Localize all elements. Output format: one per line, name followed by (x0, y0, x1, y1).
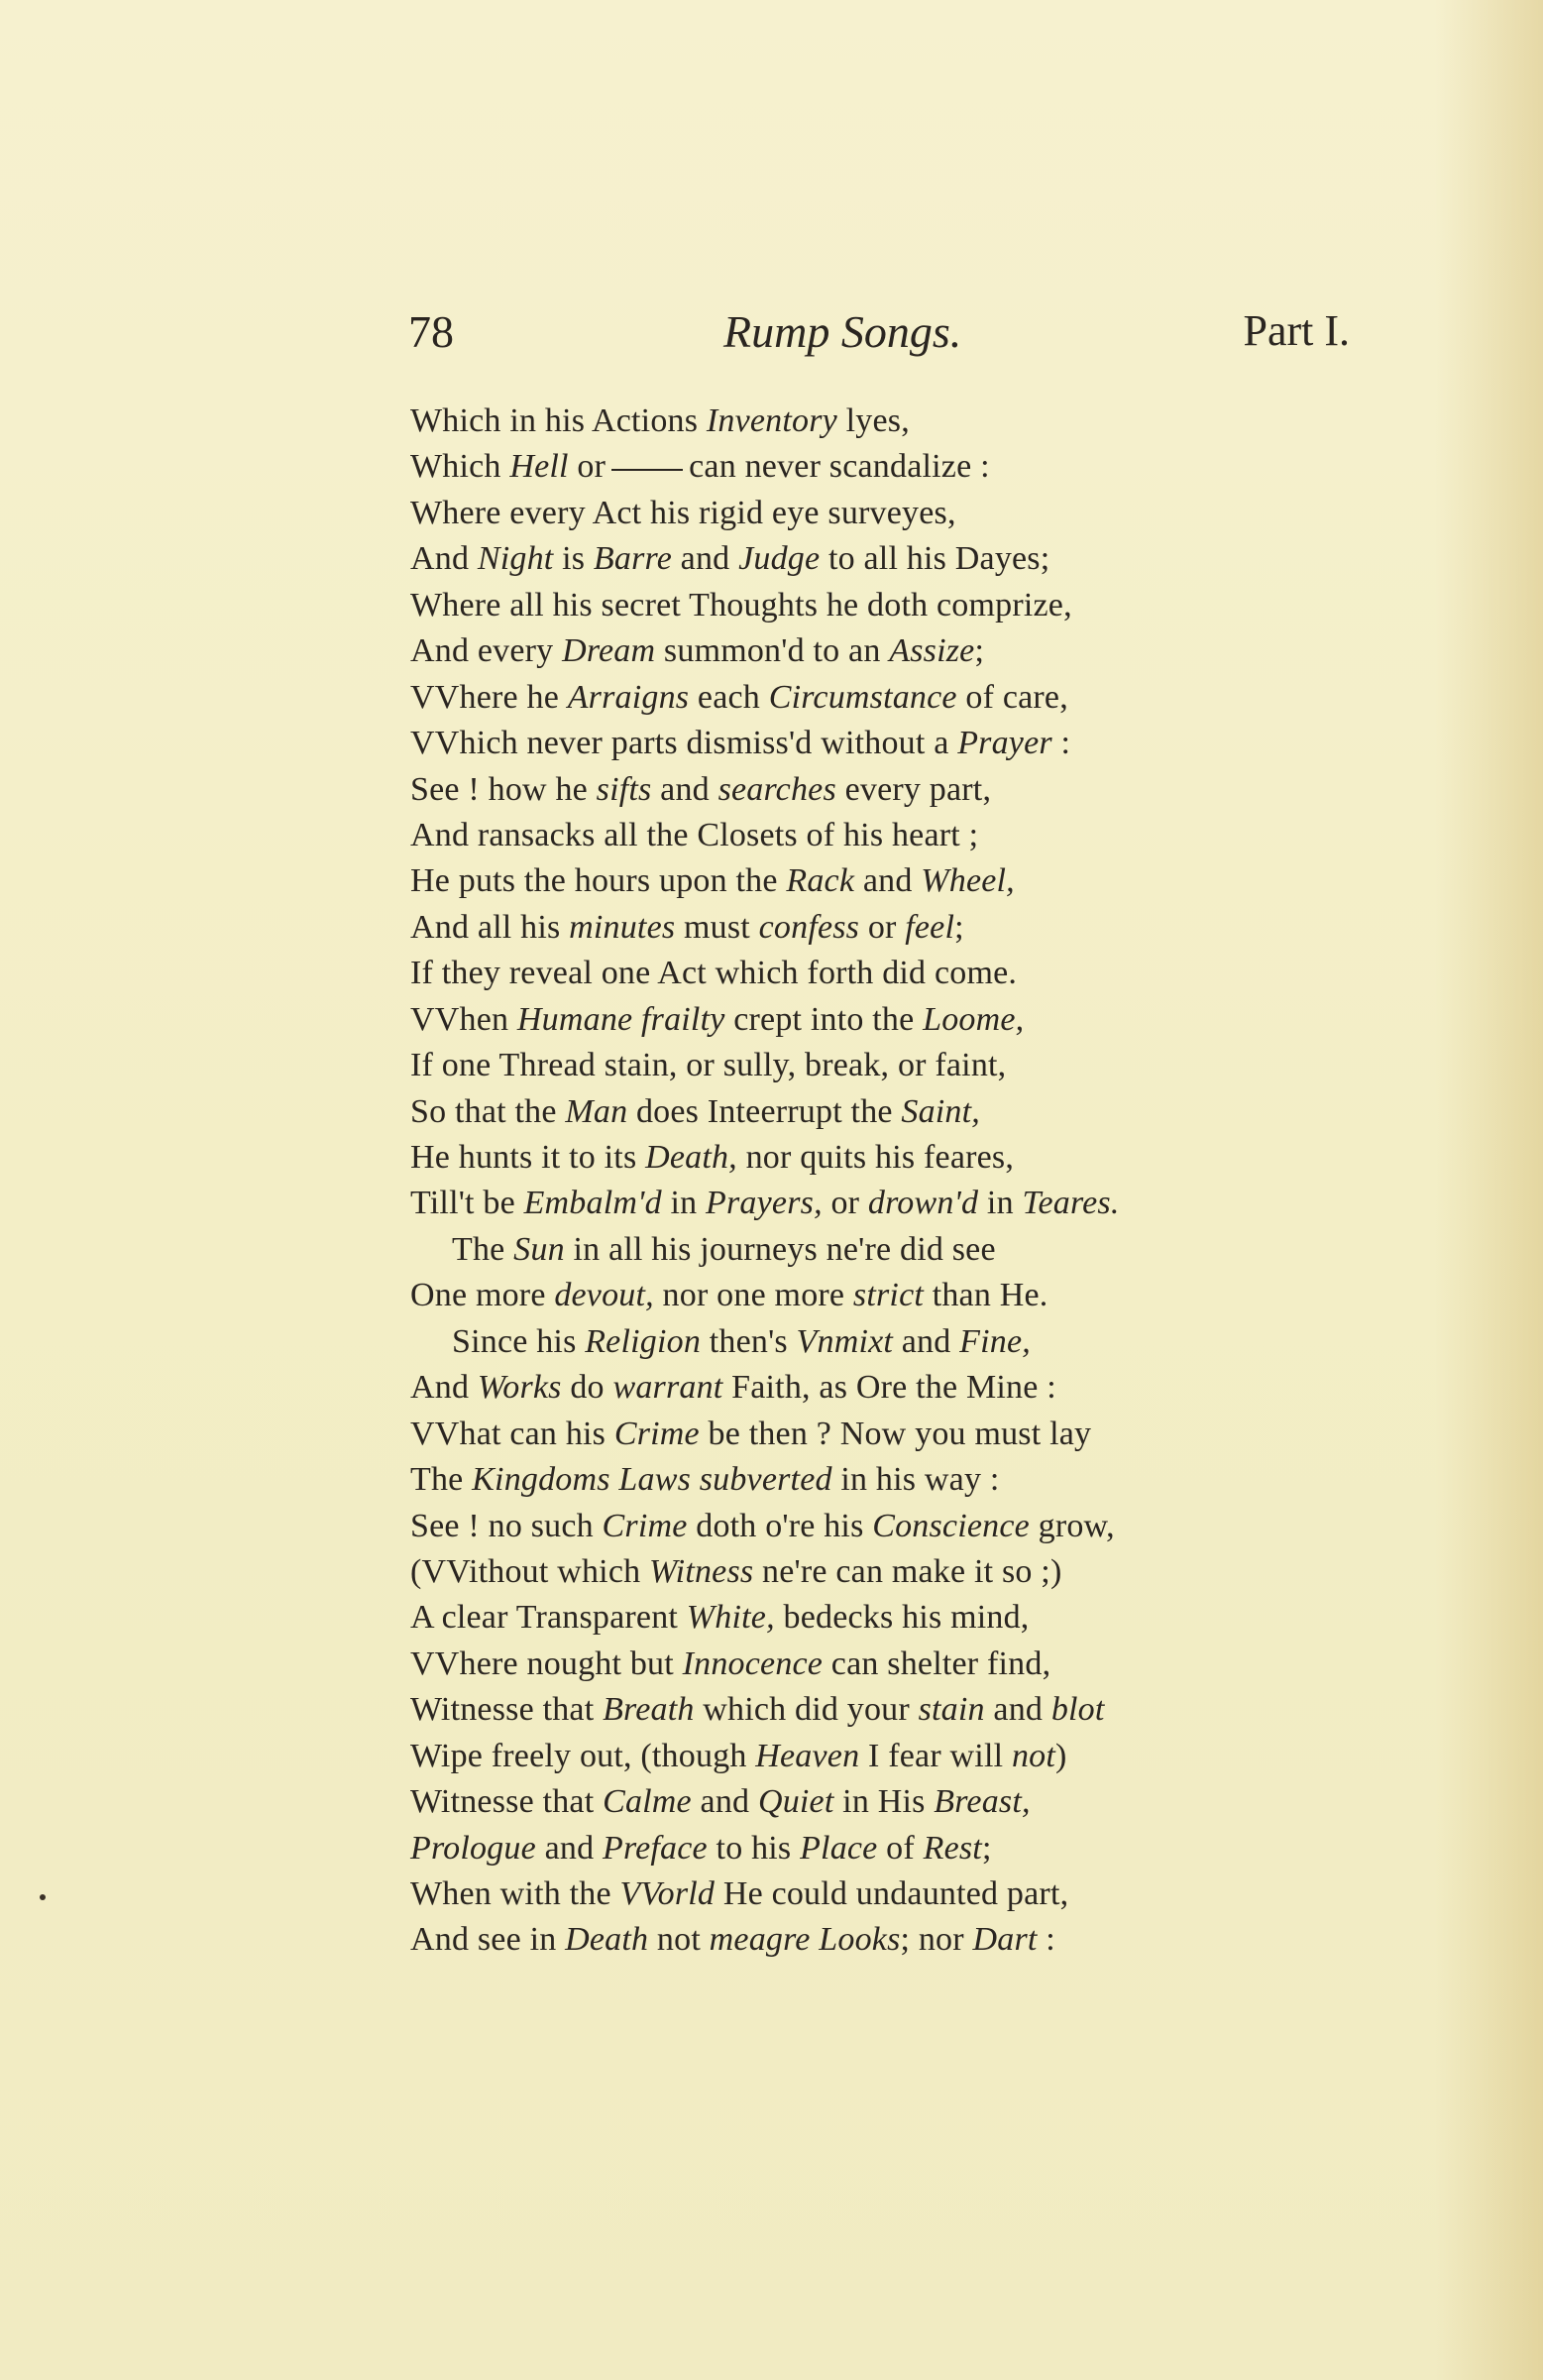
italic-word: Man (565, 1092, 628, 1130)
line-text: : (1051, 725, 1071, 762)
poem-line (410, 1135, 1352, 1181)
italic-word: Arraigns (567, 678, 690, 716)
italic-word: Night (477, 540, 554, 578)
italic-word: Barre (593, 540, 672, 578)
italic-word: Breast, (934, 1783, 1031, 1821)
line-text: of (877, 1829, 924, 1867)
italic-word: Rack (786, 862, 855, 900)
margin-mark (40, 1894, 46, 1900)
line-text: doth o're his (687, 1507, 873, 1544)
line-text: VVhen (410, 1000, 517, 1038)
italic-word: Kingdoms Laws subverted (472, 1461, 832, 1499)
poem-line (410, 628, 1352, 674)
italic-word: Dream (562, 632, 656, 670)
italic-word: not (1011, 1737, 1055, 1774)
line-text: See ! how he (410, 770, 597, 808)
line-text: and (691, 1783, 758, 1821)
poem-line (410, 1365, 1352, 1411)
line-text: or (822, 1185, 868, 1222)
line-text: If one Thread stain, or sully, break, or faint, (410, 1047, 1007, 1084)
poem-line (410, 1734, 1352, 1779)
line-text: He hunts it to its (410, 1139, 646, 1176)
line-text: (VVithout which (410, 1552, 650, 1590)
italic-word: Prologue (410, 1829, 536, 1867)
italic-word: Death, (645, 1139, 737, 1176)
line-text: : (1037, 1921, 1055, 1959)
line-text: do (561, 1369, 613, 1407)
poem-line (410, 1089, 1352, 1135)
italic-word: minutes (569, 908, 676, 946)
poem-line (410, 1549, 1352, 1595)
italic-word: Teares. (1022, 1185, 1120, 1222)
poem-line (410, 536, 1352, 582)
italic-word: blot (1050, 1691, 1105, 1729)
italic-word: Breath (603, 1691, 695, 1729)
line-text: And ransacks all the Closets of his heart ; (410, 816, 979, 853)
line-text: and (893, 1322, 960, 1360)
line-text: And every (410, 632, 563, 670)
italic-word: VVorld (619, 1875, 716, 1912)
italic-word: Works (477, 1369, 562, 1407)
line-text: He puts the hours upon the (410, 862, 787, 900)
poem-line (410, 1273, 1352, 1318)
line-text: nor one more (653, 1277, 853, 1314)
line-text: VVhat can his (410, 1415, 614, 1452)
line-text: every part, (835, 770, 992, 808)
poem-line (410, 1043, 1352, 1088)
page-number: 78 (408, 306, 454, 357)
line-text: And see in (410, 1921, 566, 1959)
line-text: Wipe freely out, (though (410, 1737, 756, 1774)
line-text: And (410, 540, 478, 578)
italic-word: Fine, (959, 1322, 1031, 1360)
line-text: Which in his Actions (410, 402, 707, 439)
line-text: ; (974, 632, 985, 670)
line-text: Witnesse that (410, 1783, 604, 1821)
italic-word: Death (565, 1921, 649, 1959)
line-text: and (984, 1691, 1051, 1729)
line-text: and (535, 1829, 603, 1867)
poem-line (410, 858, 1352, 904)
italic-word: Sun (513, 1230, 565, 1268)
poem-line (410, 583, 1352, 628)
poem-line (410, 905, 1352, 951)
italic-word: stain (918, 1691, 985, 1729)
italic-word: Loome, (923, 1000, 1025, 1038)
italic-word: Place (800, 1829, 878, 1867)
line-text: of care, (956, 678, 1068, 716)
line-text: in all his journeys ne're did see (564, 1230, 996, 1268)
italic-word: White, (686, 1599, 775, 1637)
line-text: can never scandalize : (689, 448, 990, 486)
italic-word: Inventory (706, 402, 837, 439)
line-text: Faith, as Ore the Mine : (722, 1369, 1056, 1407)
poem-line (410, 1457, 1352, 1503)
line-text: When with the (410, 1875, 620, 1912)
poem-line (410, 675, 1352, 721)
line-text: in his way : (831, 1461, 1000, 1499)
line-text: or (568, 448, 606, 486)
part-label: Part I. (1243, 306, 1350, 355)
italic-word: devout, (554, 1277, 654, 1314)
line-text: then's (701, 1322, 797, 1360)
running-title: Rump Songs. (723, 306, 962, 357)
line-text: does Inteerrupt the (627, 1092, 902, 1130)
italic-word: drown'd (867, 1185, 979, 1222)
poem-line (410, 1779, 1352, 1825)
poem-line (410, 1642, 1352, 1687)
poem-line (410, 1871, 1352, 1917)
line-text: crept into the (724, 1000, 924, 1038)
line-text: He could undaunted part, (715, 1875, 1069, 1912)
italic-word: Saint, (901, 1092, 980, 1130)
line-text: to his (707, 1829, 801, 1867)
poem-line (410, 1181, 1352, 1226)
line-text: And all his (410, 908, 570, 946)
line-text: or (859, 908, 906, 946)
line-text: not (648, 1921, 710, 1959)
poem-line (410, 767, 1352, 813)
italic-word: feel (905, 908, 955, 946)
italic-word: confess (758, 908, 860, 946)
poem-line (410, 1504, 1352, 1549)
italic-word: Vnmixt (796, 1322, 894, 1360)
line-text: grow, (1029, 1507, 1115, 1544)
poem-line (410, 444, 1352, 490)
poem-line (410, 1319, 1352, 1365)
line-text: and (651, 770, 718, 808)
line-text: Till't be (410, 1185, 524, 1222)
line-text: to all his Dayes; (820, 540, 1050, 578)
line-text: Which (410, 448, 510, 486)
italic-word: Crime (602, 1507, 688, 1544)
poem-line (410, 491, 1352, 536)
italic-word: Humane frailty (516, 1000, 725, 1038)
italic-word: Quiet (757, 1783, 834, 1821)
line-text: each (689, 678, 769, 716)
line-text: and (854, 862, 922, 900)
poem-line (410, 1227, 1352, 1273)
line-text: and (671, 540, 739, 578)
italic-word: Heaven (755, 1737, 860, 1774)
italic-word: Prayer (957, 725, 1052, 762)
line-text: And (410, 1369, 478, 1407)
line-text: VVhere he (410, 678, 568, 716)
line-text: in His (833, 1783, 935, 1821)
line-text: Witnesse that (410, 1691, 604, 1729)
line-text: I fear will (859, 1737, 1012, 1774)
line-text: The (452, 1230, 514, 1268)
italic-word: Calme (603, 1783, 692, 1821)
line-text: VVhich never parts dismiss'd without a (410, 725, 958, 762)
italic-word: Dart (972, 1921, 1038, 1959)
italic-word: Judge (738, 540, 821, 578)
italic-word: Preface (602, 1829, 708, 1867)
italic-word: sifts (596, 770, 652, 808)
italic-word: Rest (923, 1829, 982, 1867)
line-text: bedecks his mind, (774, 1599, 1030, 1637)
line-text: A clear Transparent (410, 1599, 687, 1637)
italic-word: Assize (889, 632, 975, 670)
line-text: One more (410, 1277, 555, 1314)
omission-dash (611, 469, 683, 471)
line-text: Where every Act his rigid eye surveyes, (410, 494, 956, 531)
line-text: See ! no such (410, 1507, 603, 1544)
line-text: than He. (924, 1277, 1048, 1314)
italic-word: searches (717, 770, 836, 808)
italic-word: Wheel, (921, 862, 1015, 900)
line-text: summon'd to an (655, 632, 890, 670)
italic-word: meagre Looks (709, 1921, 901, 1959)
line-text: lyes, (836, 402, 910, 439)
line-text: in (978, 1185, 1023, 1222)
poem-line (410, 721, 1352, 766)
line-text: ; nor (900, 1921, 973, 1959)
italic-word: Crime (613, 1415, 700, 1452)
line-text: Since his (452, 1322, 586, 1360)
line-text: in (661, 1185, 707, 1222)
line-text: Where all his secret Thoughts he doth comprize, (410, 586, 1072, 623)
poem-line (410, 1826, 1352, 1871)
poem-line (410, 813, 1352, 858)
line-text: ; (954, 908, 964, 946)
poem-line (410, 1595, 1352, 1641)
page-header (408, 305, 1350, 365)
poem-line (410, 997, 1352, 1043)
italic-word: strict (852, 1277, 925, 1314)
line-text: So that the (410, 1092, 566, 1130)
line-text: ne're can make it so ;) (753, 1552, 1062, 1590)
italic-word: Embalm'd (523, 1185, 662, 1222)
poem-line (410, 1917, 1352, 1963)
italic-word: Prayers, (706, 1185, 823, 1222)
line-text: ; (981, 1829, 992, 1867)
line-text: If they reveal one Act which forth did come. (410, 955, 1018, 992)
italic-word: warrant (612, 1369, 723, 1407)
poem-line (410, 951, 1352, 996)
line-text: is (553, 540, 594, 578)
line-text: nor quits his feares, (736, 1139, 1015, 1176)
poem-body (410, 398, 1352, 1964)
line-text: must (675, 908, 759, 946)
poem-line (410, 1412, 1352, 1457)
poem-line (410, 1687, 1352, 1733)
line-text: be then ? Now you must lay (699, 1415, 1092, 1452)
italic-word: Religion (585, 1322, 702, 1360)
italic-word: Circumstance (768, 678, 957, 716)
italic-word: Witness (649, 1552, 754, 1590)
line-text: can shelter find, (823, 1644, 1051, 1682)
line-text: which did your (694, 1691, 919, 1729)
poem-line (410, 398, 1352, 444)
italic-word: Conscience (872, 1507, 1030, 1544)
italic-word: Innocence (682, 1644, 824, 1682)
italic-word: Hell (509, 448, 569, 486)
line-text: VVhere nought but (410, 1644, 683, 1682)
line-text: ) (1055, 1737, 1067, 1774)
line-text: The (410, 1461, 473, 1499)
